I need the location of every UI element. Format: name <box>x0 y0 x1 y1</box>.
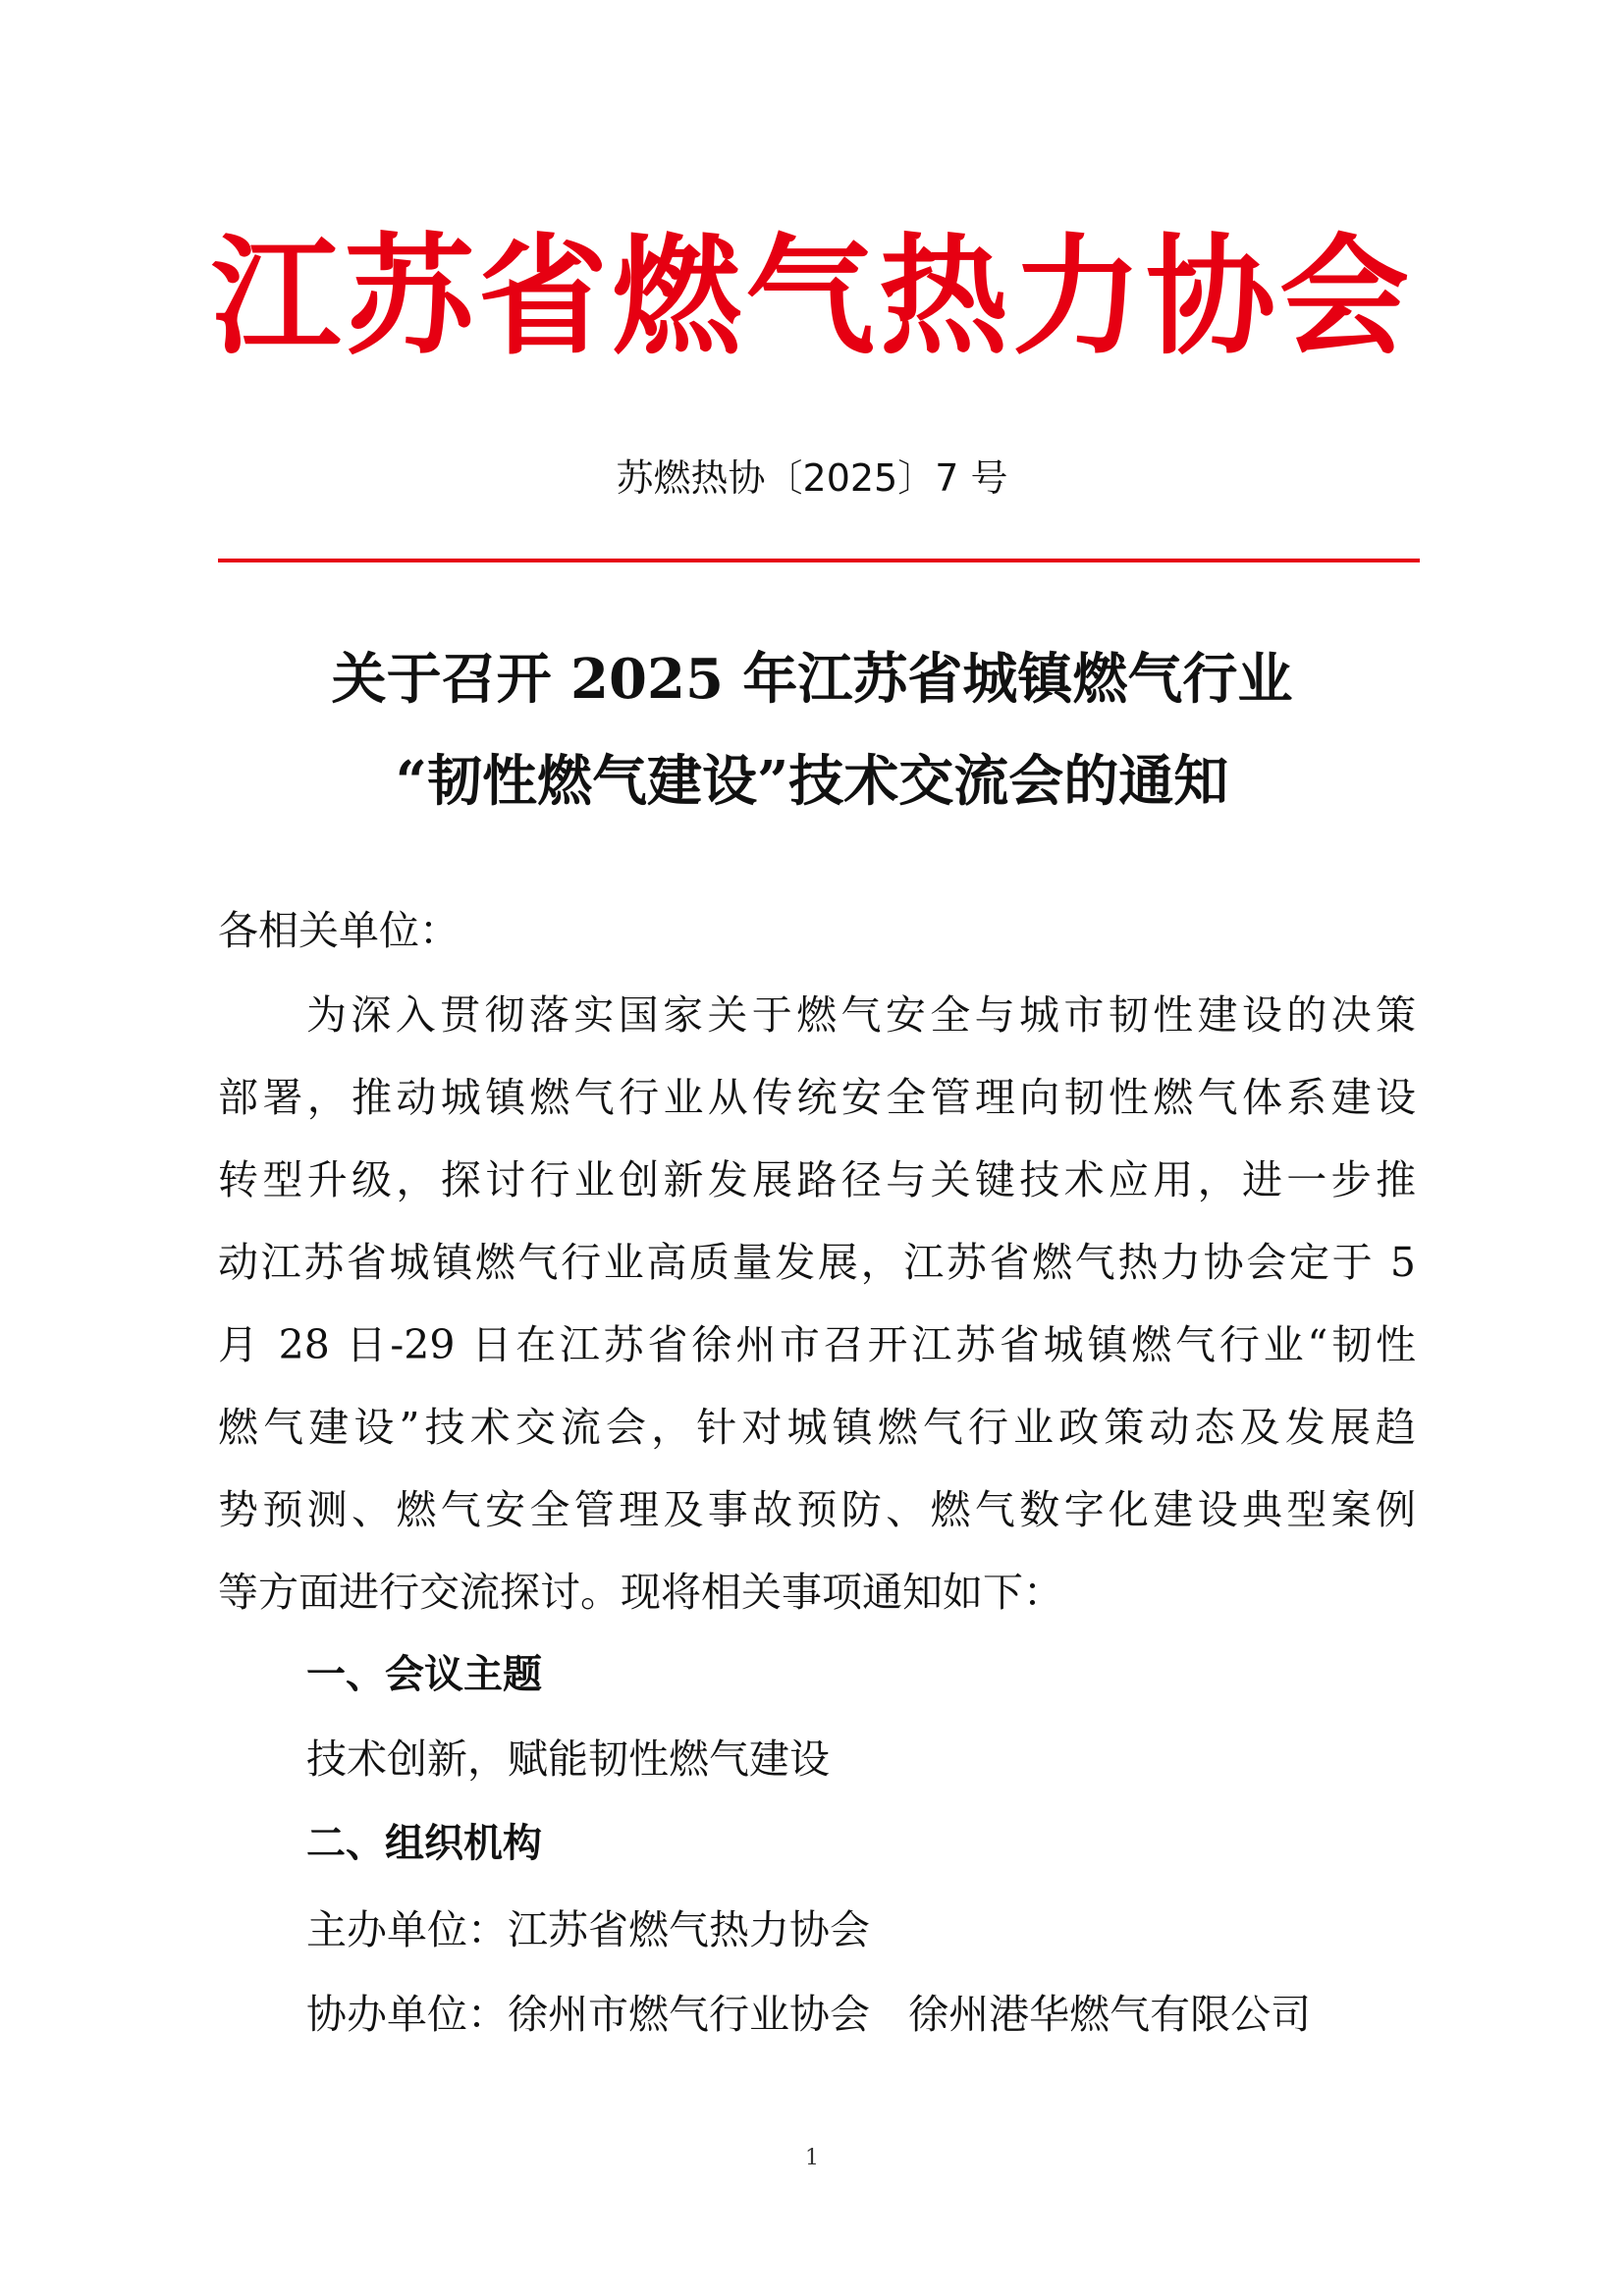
paragraph-line-5: 月 28 日-29 日在江苏省徐州市召开江苏省城镇燃气行业“韧性 <box>218 1321 1416 1368</box>
section-2-heading: 二、组织机构 <box>306 1821 542 1866</box>
section-1-heading: 一、会议主题 <box>306 1652 542 1697</box>
salutation: 各相关单位： <box>218 907 460 954</box>
paragraph-line-4: 动江苏省城镇燃气行业高质量发展，江苏省燃气热力协会定于 5 <box>218 1239 1416 1286</box>
red-divider-line <box>218 559 1420 562</box>
paragraph-line-3: 转型升级，探讨行业创新发展路径与关键技术应用，进一步推 <box>218 1156 1416 1203</box>
paragraph-line-6: 燃气建设”技术交流会，针对城镇燃气行业政策动态及发展趋 <box>218 1404 1416 1451</box>
host-organization: 主办单位：江苏省燃气热力协会 <box>306 1906 870 1953</box>
co-host-organizations: 协办单位：徐州市燃气行业协会 徐州港华燃气有限公司 <box>306 1991 1312 2038</box>
organization-name: 江苏省燃气热力协会 <box>211 222 1413 373</box>
paragraph-line-2: 部署，推动城镇燃气行业从传统安全管理向韧性燃气体系建设 <box>218 1074 1416 1121</box>
section-1-text: 技术创新，赋能韧性燃气建设 <box>306 1735 830 1783</box>
notice-title-line-1: 关于召开 2025 年江苏省城镇燃气行业 <box>331 647 1293 712</box>
paragraph-line-8: 等方面进行交流探讨。现将相关事项通知如下： <box>218 1569 1063 1616</box>
document-number: 苏燃热协〔2025〕7 号 <box>616 456 1008 500</box>
paragraph-line-1: 为深入贯彻落实国家关于燃气安全与城市韧性建设的决策 <box>306 991 1416 1039</box>
paragraph-line-7: 势预测、燃气安全管理及事故预防、燃气数字化建设典型案例 <box>218 1486 1416 1533</box>
page-number: 1 <box>805 2146 819 2170</box>
notice-title-line-2: “韧性燃气建设”技术交流会的通知 <box>395 749 1229 814</box>
